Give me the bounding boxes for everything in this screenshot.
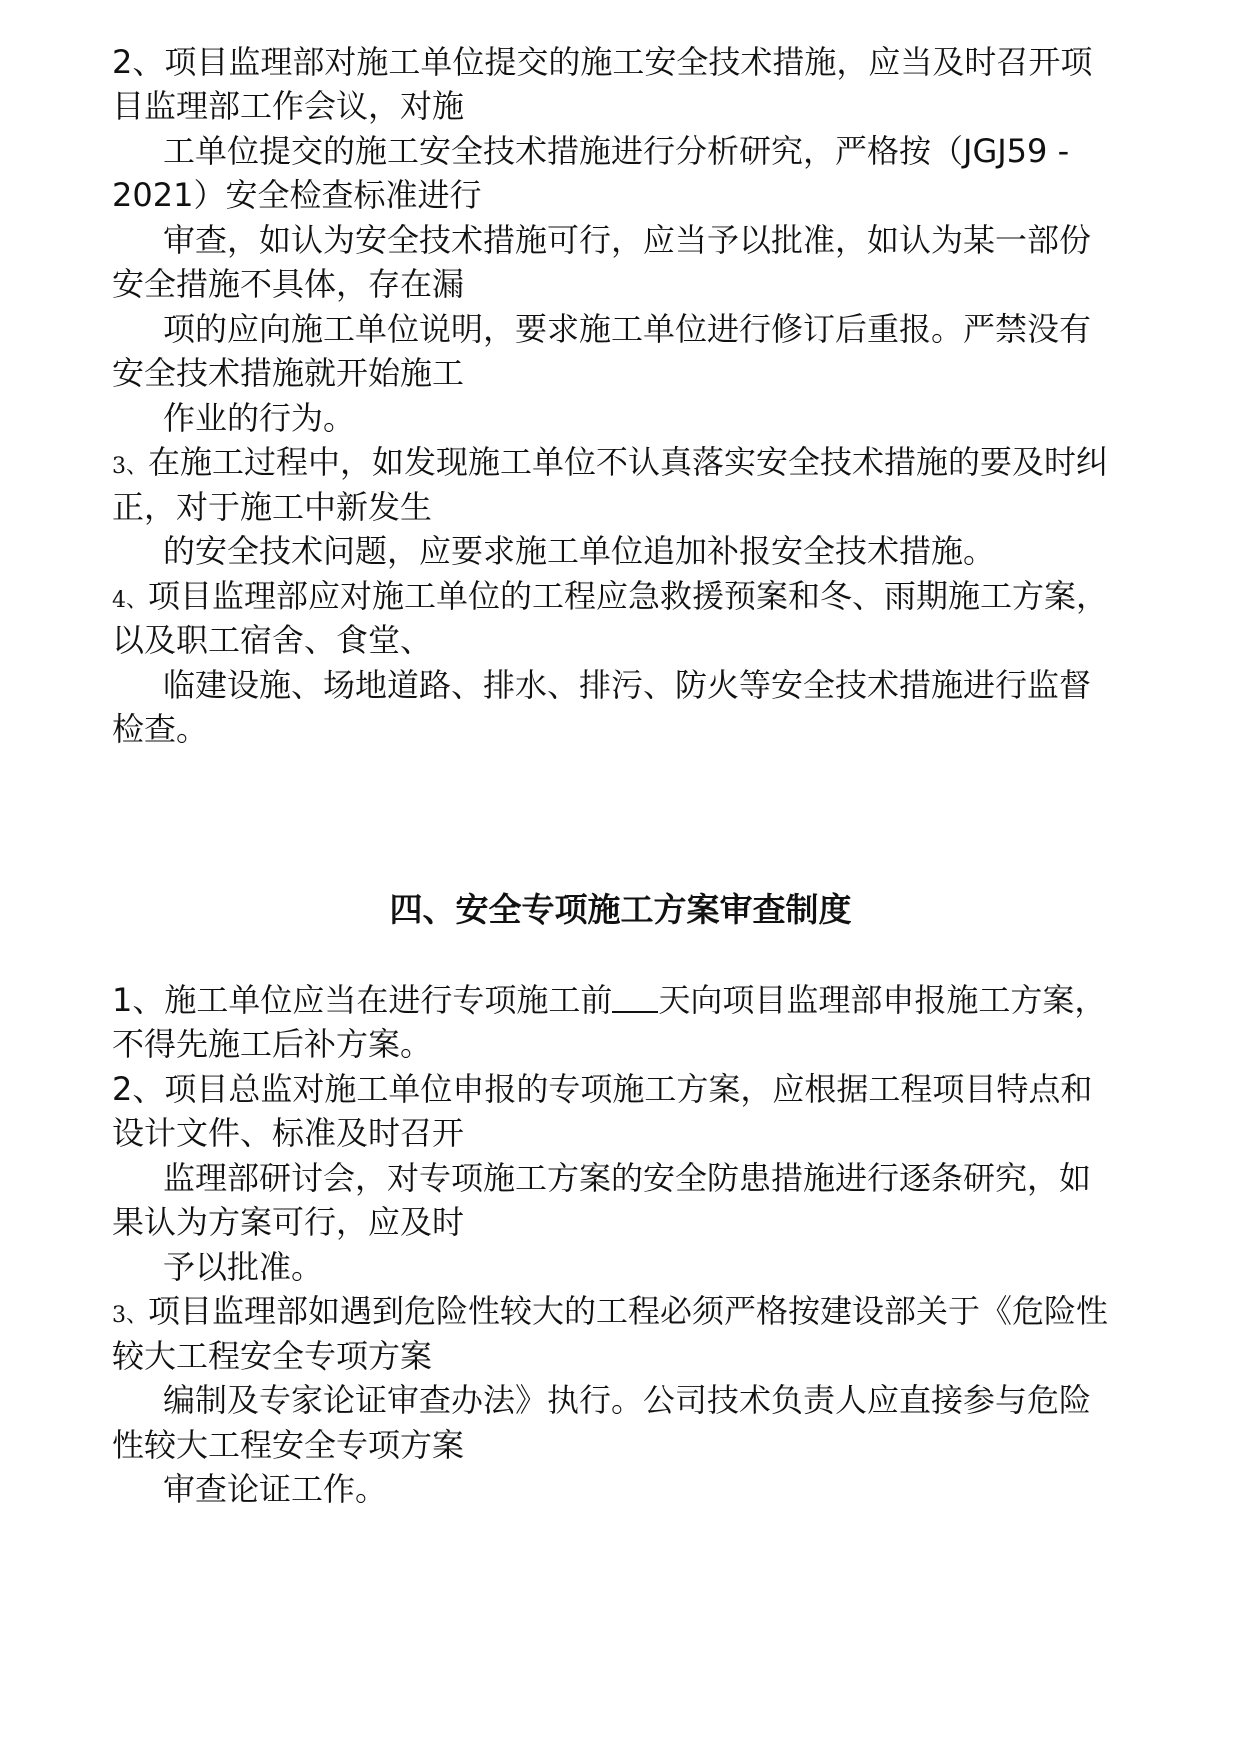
text-line: 编制及专家论证审查办法》执行。公司技术负责人应直接参与危险 — [163, 1381, 1092, 1419]
text-line: 2021）安全检查标准进行 — [112, 176, 482, 214]
text-line: 检查。 — [112, 710, 209, 748]
text-line: 性较大工程安全专项方案 — [112, 1426, 465, 1464]
text-line — [112, 576, 1142, 621]
text-line: 目监理部工作会议，对施 — [112, 87, 465, 125]
text-line: 工单位提交的施工安全技术措施进行分析研究，严格按（JGJ59 - — [163, 132, 1070, 170]
text-line: 予以批准。 — [163, 1248, 324, 1286]
text-line: 作业的行为。 — [163, 399, 356, 437]
text-line: 以及职工宿舍、食堂、 — [112, 621, 433, 659]
text-line: 的安全技术问题，应要求施工单位追加补报安全技术措施。 — [163, 532, 996, 570]
text-line: 正，对于施工中新发生 — [112, 488, 433, 526]
text-span: 在施工过程中，如发现施工单位不认真落实安全技术措施的要及时纠 — [148, 443, 1109, 481]
text-line: 项的应向施工单位说明，要求施工单位进行修订后重报。严禁没有 — [163, 310, 1092, 348]
text-line: 不得先施工后补方案。 — [112, 1025, 433, 1063]
text-line: 监理部研讨会，对专项施工方案的安全防患措施进行逐条研究，如 — [163, 1159, 1092, 1197]
text-line: 临建设施、场地道路、排水、排污、防火等安全技术措施进行监督 — [163, 666, 1092, 704]
text-span: 项目监理部应对施工单位的工程应急救援预案和冬、雨期施工方案， — [148, 577, 1109, 615]
text-line: 果认为方案可行，应及时 — [112, 1203, 465, 1241]
text-line: 2、项目监理部对施工单位提交的施工安全技术措施，应当及时召开项 — [112, 43, 1093, 81]
text-line: 审查，如认为安全技术措施可行，应当予以批准，如认为某一部份 — [163, 221, 1092, 259]
text-line: 较大工程安全专项方案 — [112, 1337, 433, 1375]
text-line: 安全技术措施就开始施工 — [112, 354, 465, 392]
text-line: 设计文件、标准及时召开 — [112, 1114, 465, 1152]
item-number: 4、 — [112, 588, 148, 613]
section-heading: 四、安全专项施工方案审查制度 — [389, 890, 852, 929]
item-number: 3、 — [112, 454, 148, 479]
text-line: 安全措施不具体，存在漏 — [112, 265, 465, 303]
fill-in-blank — [612, 981, 658, 1013]
text-span: 项目监理部如遇到危险性较大的工程必须严格按建设部关于《危险性 — [148, 1292, 1109, 1330]
text-span: 天向项目监理部申报施工方案， — [658, 981, 1107, 1019]
text-line — [112, 980, 1142, 1020]
text-line — [112, 1291, 1142, 1336]
text-line: 2、项目总监对施工单位申报的专项施工方案，应根据工程项目特点和 — [112, 1070, 1093, 1108]
text-line — [112, 442, 1142, 487]
item-number: 3、 — [112, 1303, 148, 1328]
text-span: 1、施工单位应当在进行专项施工前 — [112, 981, 613, 1019]
text-line: 审查论证工作。 — [163, 1470, 388, 1508]
